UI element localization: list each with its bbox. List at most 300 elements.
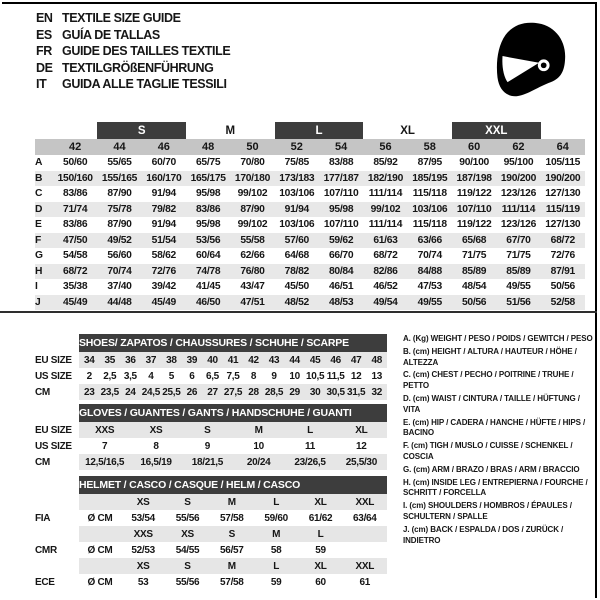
shoes-value: 8 — [250, 370, 257, 382]
helmet-value: XXL — [343, 494, 387, 510]
legend-item: C. (cm) CHEST / PECHO / POITRINE / TRUHE / PETTO — [403, 370, 574, 391]
gloves-row — [35, 438, 387, 454]
shoes-value: 28,5 — [264, 384, 285, 400]
helmet-value: XXL — [343, 558, 387, 574]
shoes-size-table — [35, 334, 387, 400]
measurement-value: 72/76 — [142, 264, 186, 280]
textile-group-header-row — [35, 122, 585, 139]
shoes-value: 9 — [271, 370, 277, 382]
group-spacer — [541, 122, 585, 139]
measurement-value: 115/118 — [412, 219, 447, 231]
measurement-value: 160/170 — [142, 171, 186, 187]
language-title-row — [36, 76, 230, 93]
helmet-value: S — [165, 558, 209, 574]
measurement-value: 41/45 — [196, 281, 221, 293]
measurement-value: 119/122 — [456, 188, 492, 200]
size-group-xxl: XXL — [452, 122, 541, 139]
gloves-value: 10 — [253, 440, 264, 452]
measurement-row — [35, 217, 585, 233]
size-header: 54 — [319, 139, 363, 155]
helmet-value: 57/58 — [220, 512, 244, 524]
gloves-value: 20/24 — [233, 454, 284, 470]
helmet-value: XS — [165, 526, 209, 542]
measurement-value: 173/183 — [275, 171, 319, 187]
size-header: 44 — [97, 139, 141, 155]
measurement-row — [35, 295, 585, 311]
shoes-value: 2 — [86, 370, 92, 382]
gloves-value: 12 — [356, 440, 367, 452]
section-divider-line — [0, 311, 597, 313]
measurement-value: 49/54 — [363, 295, 407, 311]
helmet-row — [35, 574, 387, 590]
measurement-value: 165/175 — [186, 171, 230, 187]
shoes-value: 46 — [325, 352, 346, 368]
measurement-value: 87/91 — [541, 264, 585, 280]
legend-item: F. (cm) TIGH / MUSLO / CUISSE / SCHENKEL / COSCIA — [403, 441, 573, 461]
shoes-row — [35, 384, 387, 400]
size-group-s: S — [97, 122, 186, 139]
measurement-value: 57/60 — [275, 233, 319, 249]
helmet-value: S — [165, 494, 209, 510]
group-spacer — [35, 122, 53, 139]
legend-item: D. (cm) WAIST / CINTURA / TAILLE / HÜFTUNG / VITA — [403, 393, 580, 414]
helmet-standard-label — [35, 558, 79, 574]
measurement-value: 65/75 — [196, 157, 221, 169]
shoes-value: 43 — [264, 352, 285, 368]
measurement-value: 105/115 — [545, 157, 581, 169]
language-title-row — [36, 43, 230, 60]
helmet-value: 57/58 — [220, 576, 244, 588]
measurement-row — [35, 155, 585, 171]
helmet-unit-label — [79, 494, 121, 510]
shoes-row — [35, 352, 387, 368]
measurement-value: 76/80 — [230, 264, 274, 280]
helmet-value: 61 — [359, 576, 371, 588]
measurement-value: 56/60 — [107, 250, 132, 262]
shoes-value: 39 — [182, 352, 203, 368]
measurement-value: 46/52 — [373, 281, 398, 293]
measurement-value: 127/130 — [545, 219, 581, 231]
measurement-value: 49/52 — [97, 233, 141, 249]
helmet-value — [343, 542, 387, 558]
guide-title: TEXTILGRÖßENFÜHRUNG — [62, 60, 214, 75]
measurement-value: 87/90 — [230, 202, 274, 218]
measurement-value: 52/58 — [541, 295, 585, 311]
shoes-value: 27,5 — [223, 384, 244, 400]
helmet-standard-label — [35, 494, 79, 510]
measurement-value: 66/70 — [328, 250, 354, 262]
measurement-value: 185/195 — [408, 171, 452, 187]
measurement-value: 70/80 — [240, 157, 265, 169]
helmet-value: XS — [121, 494, 165, 510]
measurement-legend — [403, 334, 595, 548]
legend-item: G. (cm) ARM / BRAZO / BRAS / ARM / BRACCIO — [403, 464, 580, 474]
gloves-value: 12,5/16,5 — [79, 454, 130, 470]
helmet-row — [35, 542, 387, 558]
row-letter: E — [35, 219, 42, 231]
helmet-value: 52/53 — [131, 544, 155, 556]
row-letter: G — [35, 250, 43, 262]
measurement-value: 190/200 — [541, 171, 585, 187]
shoes-value: 25,5 — [161, 384, 182, 400]
measurement-value: 68/72 — [541, 233, 585, 249]
measurement-value: 99/102 — [237, 188, 268, 200]
helmet-value: 55/56 — [175, 576, 200, 588]
measurement-value: 45/50 — [284, 281, 309, 293]
language-code: ES — [36, 27, 52, 42]
measurement-value: 111/114 — [368, 219, 403, 231]
shoes-value: 10 — [289, 370, 300, 382]
gloves-row-label: CM — [35, 454, 79, 470]
row-letter: I — [35, 281, 38, 293]
shoes-value: 34 — [79, 352, 100, 368]
shoes-value: 27 — [202, 384, 223, 400]
measurement-value: 55/65 — [107, 157, 132, 169]
shoes-value: 42 — [243, 352, 264, 368]
gloves-header-row — [35, 404, 387, 422]
language-title-list — [36, 10, 230, 93]
measurement-value: 63/66 — [408, 233, 452, 249]
helmet-value: L — [254, 494, 298, 510]
shoes-section-title: SHOES/ ZAPATOS / CHAUSSURES / SCHUHE / SCARPE — [79, 334, 387, 352]
size-header: 48 — [186, 139, 230, 155]
measurement-value: 87/90 — [107, 219, 132, 231]
measurement-value: 90/100 — [459, 157, 489, 169]
shoes-value: 5 — [168, 370, 175, 382]
size-header: 56 — [363, 139, 407, 155]
shoes-value: 11,5 — [326, 370, 345, 382]
measurement-value: 60/64 — [196, 250, 221, 262]
gloves-value: 23/26,5 — [284, 454, 335, 470]
gloves-value: 16,5/19 — [130, 454, 181, 470]
measurement-value: 51/54 — [142, 233, 186, 249]
measurement-value: 91/94 — [151, 188, 176, 200]
shoes-value: 24,5 — [141, 384, 162, 400]
helmet-row — [35, 510, 387, 526]
shoes-value: 2,5 — [103, 370, 117, 382]
gloves-row-label: US SIZE — [35, 438, 79, 454]
measurement-value: 65/68 — [452, 233, 496, 249]
shoes-value: 3,5 — [123, 370, 137, 382]
helmet-value: 61/62 — [308, 512, 333, 524]
helmet-value: 55/56 — [175, 512, 200, 524]
measurement-value: 58/62 — [151, 250, 176, 262]
shoes-value: 45 — [305, 352, 326, 368]
row-letter: A — [35, 157, 43, 169]
measurement-value: 78/82 — [275, 264, 319, 280]
measurement-row — [35, 233, 585, 249]
measurement-value: 103/106 — [279, 188, 315, 200]
measurement-value: 127/130 — [545, 188, 581, 200]
measurement-row — [35, 186, 585, 202]
gloves-value: 8 — [153, 440, 159, 452]
shoes-value: 40 — [202, 352, 223, 368]
shoes-value: 31,5 — [346, 384, 367, 400]
helmet-section-title: HELMET / CASCO / CASQUE / HELM / CASCO — [79, 476, 387, 494]
shoes-value: 37 — [141, 352, 162, 368]
helmet-size-table — [35, 476, 387, 590]
measurement-value: 85/89 — [452, 264, 496, 280]
measurement-value: 48/53 — [319, 295, 363, 311]
gloves-value: 11 — [304, 440, 315, 452]
measurement-value: 107/110 — [323, 219, 359, 231]
helmet-value: M — [254, 526, 298, 542]
helmet-value: 63/64 — [353, 512, 377, 524]
measurement-value: 67/70 — [496, 233, 540, 249]
textile-sizes-row — [35, 139, 585, 155]
shoes-row-label: EU SIZE — [35, 352, 79, 368]
measurement-value: 190/200 — [496, 171, 540, 187]
measurement-value: 79/82 — [142, 202, 186, 218]
measurement-value: 48/52 — [275, 295, 319, 311]
helmet-value: S — [210, 526, 254, 542]
shoes-value: 36 — [120, 352, 141, 368]
measurement-row — [35, 279, 585, 295]
language-title-row — [36, 60, 230, 77]
legend-item: J. (cm) BACK / ESPALDA / DOS / ZURÜCK / INDIETRO — [403, 524, 564, 545]
helmet-value: 53/54 — [131, 512, 155, 524]
helmet-value: 53 — [137, 576, 149, 588]
measurement-value: 95/98 — [196, 219, 221, 231]
helmet-value: M — [210, 494, 254, 510]
measurement-value: 47/50 — [53, 233, 97, 249]
size-group-l: L — [275, 122, 364, 139]
language-code: EN — [36, 11, 53, 25]
size-header: 60 — [452, 139, 496, 155]
measurement-value: 53/56 — [186, 233, 230, 249]
measurement-value: 74/78 — [186, 264, 230, 280]
measurement-value: 60/70 — [151, 157, 176, 169]
shoes-value: 23,5 — [100, 384, 121, 400]
label-column-spacer — [35, 334, 79, 352]
gloves-section-title: GLOVES / GUANTES / GANTS / HANDSCHUHE / GUANTI — [79, 404, 387, 422]
measurement-value: 95/100 — [503, 157, 534, 169]
helmet-unit-label: Ø CM — [87, 544, 113, 556]
helmet-standard-label: ECE — [35, 574, 79, 590]
measurement-value: 95/98 — [196, 188, 221, 200]
size-header: 58 — [408, 139, 452, 155]
measurement-value: 75/85 — [284, 157, 309, 169]
helmet-standard-label — [35, 526, 79, 542]
measurement-value: 84/88 — [408, 264, 452, 280]
measurement-value: 115/118 — [412, 188, 447, 200]
label-column-spacer — [35, 476, 79, 494]
language-code: DE — [36, 60, 53, 75]
shoes-row-label: US SIZE — [35, 368, 79, 384]
measurement-value: 59/62 — [319, 233, 363, 249]
measurement-value: 49/55 — [506, 281, 531, 293]
measurement-value: 87/95 — [417, 157, 442, 169]
measurement-value: 50/56 — [550, 281, 575, 293]
legend-item: I. (cm) SHOULDERS / HOMBROS / ÉPAULES / SCHULTERN / SPALLE — [403, 501, 572, 521]
measurement-row — [35, 264, 585, 280]
gloves-value: XXS — [79, 422, 130, 438]
measurement-value: 37/40 — [107, 281, 132, 293]
size-header: 46 — [142, 139, 186, 155]
shoes-value: 10,5 — [305, 370, 325, 382]
measurement-value: 182/190 — [363, 171, 407, 187]
gloves-value: 9 — [204, 440, 210, 452]
measurement-value: 71/75 — [461, 250, 487, 262]
helmet-value: XXS — [121, 526, 165, 542]
measurement-value: 111/114 — [368, 188, 403, 200]
shoes-row-label: CM — [35, 384, 79, 400]
measurement-value: 119/122 — [456, 219, 492, 231]
measurement-value: 64/68 — [284, 250, 309, 262]
helmet-unit-label — [79, 526, 121, 542]
guide-title: GUIDE DES TAILLES TEXTILE — [62, 44, 231, 58]
measurement-value: 83/86 — [186, 202, 230, 218]
size-header: 62 — [496, 139, 540, 155]
measurement-value: 85/92 — [373, 157, 398, 169]
gloves-row-label: EU SIZE — [35, 422, 79, 438]
measurement-value: 47/53 — [417, 281, 442, 293]
measurement-value: 170/180 — [230, 171, 274, 187]
shoes-value: 6,5 — [205, 370, 219, 382]
measurement-value: 75/78 — [97, 202, 141, 218]
measurement-value: 39/42 — [151, 281, 176, 293]
shoes-value: 12 — [350, 370, 362, 382]
size-group-xl: XL — [400, 124, 415, 137]
language-code: IT — [36, 77, 47, 91]
measurement-value: 48/54 — [461, 281, 487, 293]
row-letter: C — [35, 188, 43, 200]
label-column-spacer — [35, 404, 79, 422]
helmet-value: 56/57 — [220, 544, 244, 556]
helmet-value: XL — [298, 494, 342, 510]
helmet-value: XL — [298, 558, 342, 574]
measurement-value: 85/89 — [496, 264, 540, 280]
language-code: FR — [36, 44, 52, 58]
measurement-value: 87/90 — [107, 188, 132, 200]
measurement-value: 177/187 — [319, 171, 363, 187]
legend-item: B. (cm) HEIGHT / ALTURA / HAUTEUR / HÖHE / ALTEZZA — [403, 346, 577, 367]
helmet-value: 59 — [270, 576, 282, 588]
measurement-value: 62/66 — [240, 250, 265, 262]
measurement-value: 44/48 — [97, 295, 141, 311]
shoes-value: 29 — [284, 384, 305, 400]
measurement-value: 99/102 — [237, 219, 268, 231]
helmet-value: 60 — [315, 576, 326, 588]
shoes-value: 23 — [79, 384, 100, 400]
measurement-row — [35, 248, 585, 264]
measurement-value: 71/74 — [53, 202, 97, 218]
measurement-row — [35, 202, 585, 218]
guide-title: GUÍA DE TALLAS — [62, 27, 160, 42]
size-header: 50 — [230, 139, 274, 155]
gloves-value: XS — [130, 422, 181, 438]
measurement-value: 55/58 — [230, 233, 274, 249]
shoes-value: 32 — [366, 384, 387, 400]
size-group-m: M — [225, 124, 236, 137]
row-letter: F — [35, 233, 53, 249]
row-letter: D — [35, 202, 53, 218]
measurement-value: 43/47 — [240, 281, 265, 293]
shoes-row — [35, 368, 387, 384]
shoes-value: 35 — [100, 352, 121, 368]
size-header: 64 — [541, 139, 585, 155]
shoes-value: 13 — [371, 370, 382, 382]
measurement-value: 46/50 — [186, 295, 230, 311]
gloves-value: M — [233, 422, 284, 438]
gloves-value: S — [182, 422, 233, 438]
measurement-value: 72/76 — [550, 250, 575, 262]
helmet-unit-label — [79, 558, 121, 574]
helmet-value: L — [254, 558, 298, 574]
letter-column-spacer — [35, 139, 53, 155]
measurement-value: 115/119 — [541, 202, 585, 218]
gloves-value: L — [284, 422, 335, 438]
language-title-row — [36, 27, 230, 44]
row-letter: B — [35, 171, 53, 187]
measurement-value: 91/94 — [275, 202, 319, 218]
measurement-value: 61/63 — [363, 233, 407, 249]
measurement-value: 70/74 — [417, 250, 442, 262]
measurement-value: 123/126 — [500, 188, 536, 200]
shoes-value: 24 — [120, 384, 141, 400]
shoes-value: 41 — [223, 352, 244, 368]
helmet-value: 59 — [315, 544, 326, 556]
gloves-size-table — [35, 404, 387, 470]
language-title-row — [36, 10, 230, 27]
measurement-value: 95/98 — [319, 202, 363, 218]
measurement-row — [35, 171, 585, 187]
helmet-row — [35, 558, 387, 574]
measurement-value: 80/84 — [319, 264, 363, 280]
shoes-value: 4 — [148, 370, 154, 382]
helmet-value: M — [210, 558, 254, 574]
measurement-value: 107/110 — [452, 202, 496, 218]
measurement-value: 45/49 — [53, 295, 97, 311]
group-spacer — [53, 122, 97, 139]
measurement-value: 123/126 — [500, 219, 536, 231]
shoes-value: 6 — [189, 370, 195, 382]
measurement-value: 54/58 — [63, 250, 88, 262]
gloves-value: XL — [336, 422, 387, 438]
gloves-value: 25,5/30 — [336, 454, 387, 470]
helmet-row — [35, 526, 387, 542]
shoes-value: 28 — [243, 384, 264, 400]
textile-size-table — [35, 122, 585, 310]
helmet-value: L — [298, 526, 342, 542]
helmet-header-row — [35, 476, 387, 494]
helmet-unit-label: Ø CM — [87, 576, 113, 588]
measurement-value: 68/72 — [53, 264, 97, 280]
helmet-row — [35, 494, 387, 510]
shoes-value: 30 — [305, 384, 326, 400]
shoes-value: 38 — [161, 352, 182, 368]
measurement-value: 46/51 — [328, 281, 354, 293]
measurement-value: 103/106 — [279, 219, 315, 231]
measurement-value: 51/56 — [496, 295, 540, 311]
helmet-value: 58 — [270, 544, 282, 556]
measurement-value: 82/86 — [363, 264, 407, 280]
shoes-value: 7,5 — [226, 370, 240, 382]
measurement-value: 103/106 — [408, 202, 452, 218]
row-letter: H — [35, 264, 53, 280]
helmet-standard-label: CMR — [35, 542, 79, 558]
measurement-value: 111/114 — [496, 202, 540, 218]
measurement-value: 71/75 — [506, 250, 531, 262]
row-letter: J — [35, 295, 53, 311]
measurement-value: 155/165 — [97, 171, 141, 187]
shoes-value: 44 — [284, 352, 305, 368]
shoes-value: 48 — [366, 352, 387, 368]
helmet-value — [343, 526, 387, 542]
helmet-unit-label: Ø CM — [87, 512, 113, 524]
measurement-value: 83/88 — [328, 157, 354, 169]
measurement-value: 83/86 — [63, 188, 88, 200]
